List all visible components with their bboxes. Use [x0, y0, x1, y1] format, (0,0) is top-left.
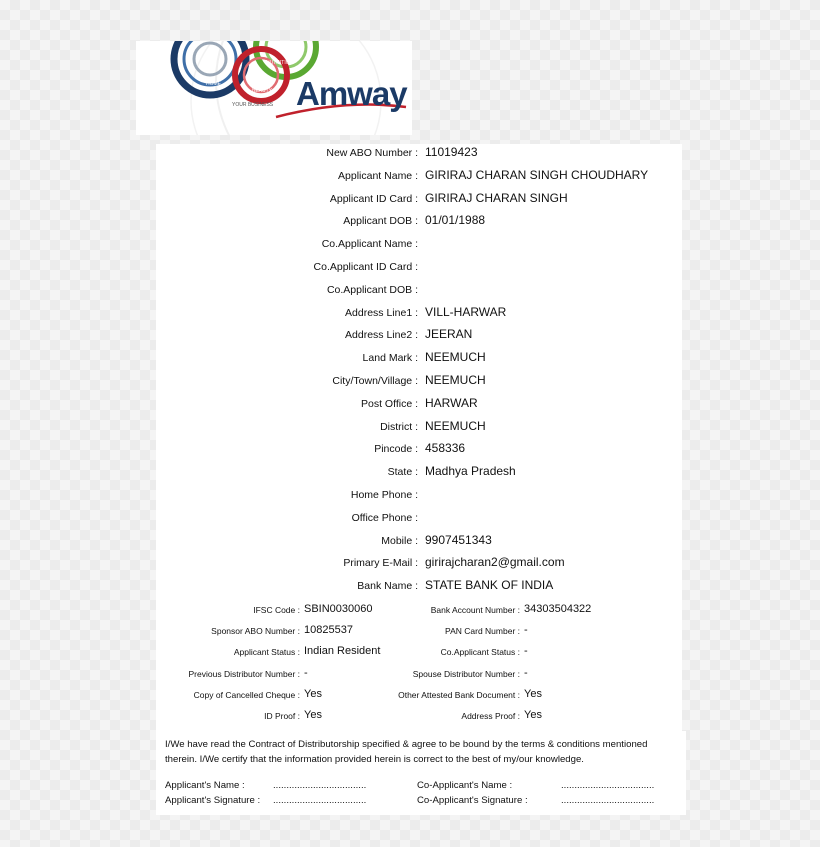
grid-left-label: ID Proof : [264, 711, 300, 721]
field-value: NEEMUCH [425, 418, 486, 433]
grid-right-value: Yes [524, 687, 542, 700]
field-label: New ABO Number : [326, 147, 418, 159]
field-row [156, 282, 682, 300]
field-row [156, 419, 682, 437]
ring-label-beauty: BEAUTY [252, 88, 273, 94]
grid-right-label: Spouse Distributor Number : [412, 668, 520, 679]
ring-label-your-business: YOUR BUSINESS [232, 102, 274, 108]
field-label: Office Phone : [351, 511, 418, 524]
logo-rings-graphic [136, 41, 412, 135]
field-label: Applicant ID Card : [329, 192, 418, 205]
field-value: Madhya Pradesh [425, 464, 516, 479]
grid-left-label: Previous Distributor Number : [188, 668, 300, 679]
grid-left-label: IFSC Code : [253, 605, 300, 615]
field-row [156, 533, 682, 551]
field-row [156, 236, 682, 254]
grid-left-value: - [304, 666, 308, 679]
field-row [156, 350, 682, 368]
grid-right-value: 34303504322 [524, 603, 592, 615]
field-label: City/Town/Village : [332, 375, 418, 387]
grid-right-label: Other Attested Bank Document : [398, 689, 520, 700]
grid-left-label: Applicant Status : [233, 647, 300, 658]
field-row [156, 578, 682, 596]
field-row [156, 464, 682, 482]
applicant-name-label: Applicant's Name : [165, 780, 245, 791]
field-label: Home Phone : [350, 489, 418, 501]
declaration-line-1: I/We have read the Contract of Distributorship specified & agree to be bound by the terms & conditions mentioned [165, 739, 648, 750]
grid-left-label: Copy of Cancelled Cheque : [193, 689, 300, 700]
brand-wordmark: Amway [296, 75, 407, 112]
grid-right-value: - [524, 624, 528, 637]
field-label: Address Line2 : [345, 329, 418, 342]
field-value: girirajcharan2@gmail.com [425, 555, 565, 570]
field-label: Applicant DOB : [343, 215, 418, 228]
field-row [156, 510, 682, 528]
field-label: Land Mark : [362, 352, 418, 365]
ring-label-home: HOME [206, 81, 221, 87]
field-value: NEEMUCH [425, 373, 486, 387]
field-row [156, 487, 682, 505]
field-row [156, 191, 682, 209]
field-row [156, 305, 682, 323]
field-row [156, 555, 682, 573]
field-row [156, 213, 682, 231]
grid-left-value: Yes [304, 709, 322, 721]
field-value: 11019423 [425, 145, 478, 159]
grid-left-value: 10825537 [304, 624, 353, 637]
co-applicant-name-blank: ................................... [561, 780, 655, 791]
co-applicant-signature-blank: ................................... [561, 795, 655, 806]
field-row [156, 168, 682, 186]
field-label: Address Line1 : [345, 306, 418, 319]
grid-left-label: Sponsor ABO Number : [211, 626, 300, 637]
co-applicant-signature-label: Co-Applicant's Signature : [417, 795, 528, 806]
applicant-name-blank: ................................... [273, 780, 367, 791]
declaration-text [165, 737, 685, 767]
field-row [156, 396, 682, 414]
grid-right-value: - [524, 645, 528, 658]
field-label: Post Office : [361, 397, 418, 410]
field-value: GIRIRAJ CHARAN SINGH CHOUDHARY [425, 167, 649, 182]
field-row [156, 145, 682, 163]
field-value: GIRIRAJ CHARAN SINGH [425, 190, 568, 205]
field-row [156, 373, 682, 391]
grid-right-label: PAN Card Number : [445, 626, 520, 637]
ring-label-nutrition: NUTRITION [266, 60, 294, 66]
field-label: Co.Applicant ID Card : [313, 261, 418, 273]
field-label: District : [380, 420, 418, 433]
field-label: Co.Applicant Name : [321, 238, 418, 251]
field-label: Mobile : [381, 534, 418, 547]
amway-logo [136, 41, 412, 135]
field-label: Pincode : [374, 443, 418, 456]
grid-right-value: - [524, 666, 528, 679]
grid-left-value: Yes [304, 687, 322, 700]
grid-left-value: SBIN0030060 [304, 603, 373, 615]
grid-right-value: Yes [524, 709, 542, 721]
declaration-line-2: therein. I/We certify that the information provided herein is correct to the best of my/our knowledge. [165, 754, 584, 765]
field-value: JEERAN [425, 327, 473, 342]
field-label: State : [387, 466, 418, 479]
field-label: Bank Name : [357, 580, 418, 593]
field-value: HARWAR [425, 395, 478, 410]
field-row [156, 259, 682, 277]
applicant-signature-blank: ................................... [273, 795, 367, 806]
field-label: Primary E-Mail : [343, 557, 418, 570]
field-value: 01/01/1988 [425, 213, 486, 228]
co-applicant-name-label: Co-Applicant's Name : [417, 780, 513, 791]
field-value: NEEMUCH [425, 350, 486, 365]
grid-right-label: Bank Account Number : [430, 605, 520, 615]
grid-right-label: Co.Applicant Status : [440, 647, 520, 658]
field-value: 9907451343 [425, 532, 492, 547]
field-row [156, 441, 682, 459]
field-label: Co.Applicant DOB : [326, 283, 418, 296]
grid-left-value: Indian Resident [304, 645, 381, 658]
field-value: 458336 [425, 441, 466, 456]
field-row [156, 327, 682, 345]
field-label: Applicant Name : [338, 169, 418, 182]
field-value: VILL-HARWAR [425, 304, 507, 319]
field-value: STATE BANK OF INDIA [425, 578, 554, 593]
grid-right-label: Address Proof : [461, 711, 520, 721]
applicant-signature-label: Applicant's Signature : [165, 795, 261, 806]
